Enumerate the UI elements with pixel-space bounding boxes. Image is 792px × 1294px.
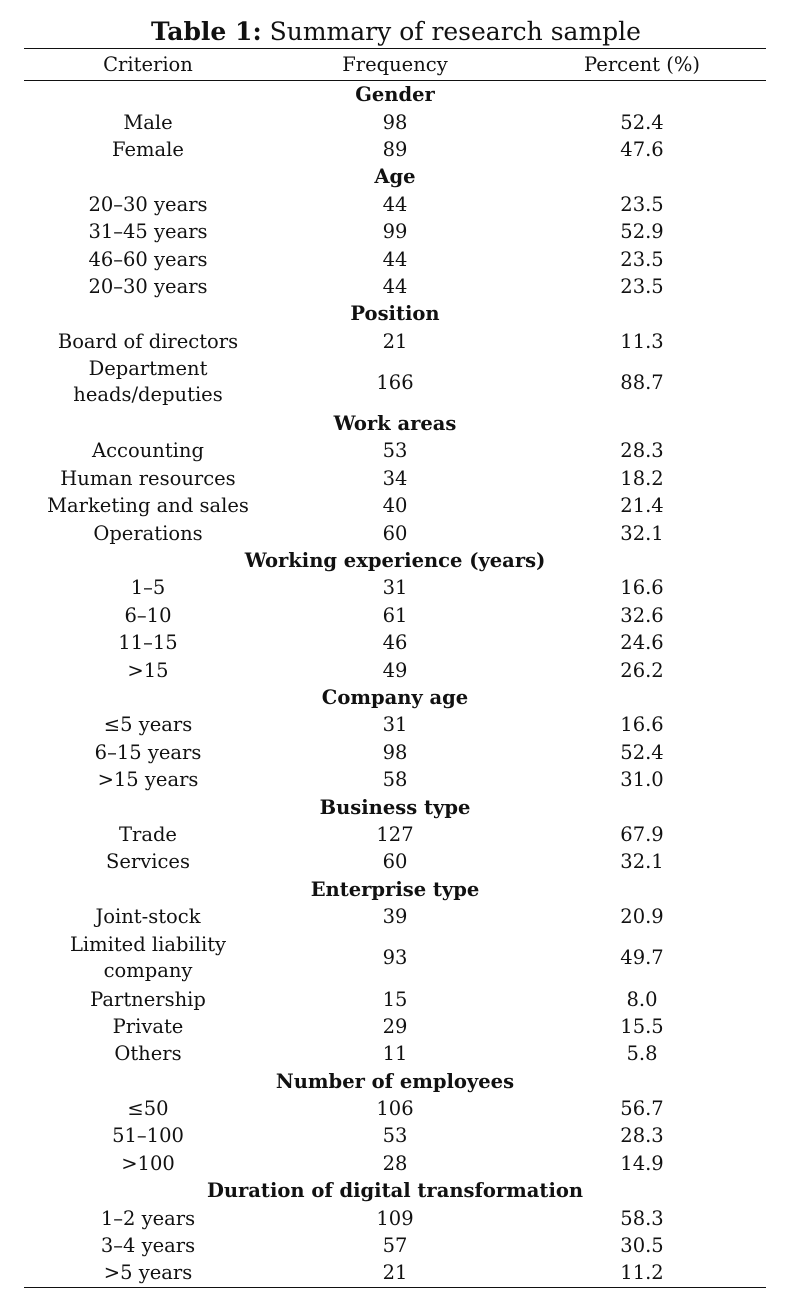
cell-criterion-line: company [103,958,193,982]
table-row [24,218,766,245]
table-body [24,81,766,1288]
cell-percent: 30.5 [620,1234,664,1258]
table-row [24,766,766,793]
table-row [24,930,766,985]
cell-frequency: 99 [382,220,408,244]
group-header-row [24,410,766,437]
group-title: Company age [321,686,469,709]
cell-percent: 32.1 [620,521,664,545]
cell-criterion: >5 years [24,1259,272,1287]
table-row [24,465,766,492]
cell-frequency: 106 [376,1097,414,1121]
cell-criterion: 1–2 years [100,1206,196,1230]
cell-criterion: ≤5 years [103,713,193,737]
cell-criterion: 31–45 years [88,220,208,244]
cell-criterion: Others [114,1042,182,1066]
group-title: Number of employees [275,1069,515,1093]
cell-criterion: ≤50 [127,1097,169,1121]
cell-frequency: 44 [382,247,408,271]
cell-frequency: 46 [382,631,408,655]
cell-percent: 52.4 [620,110,664,134]
research-sample-table [24,48,766,1288]
cell-frequency: 53 [382,439,408,463]
cell-criterion: Male [123,110,173,134]
cell-frequency: 127 [376,822,414,846]
group-header-row [24,81,766,109]
group-title: Enterprise type [310,877,480,901]
table-row [24,273,766,300]
table-row [24,1095,766,1122]
cell-criterion: Partnership [90,987,206,1011]
table-row [24,821,766,848]
cell-criterion: 46–60 years [88,247,208,271]
table-row [24,328,766,355]
cell-percent: 24.6 [620,631,664,655]
header-percent: Percent (%) [518,49,766,81]
cell-frequency: 31 [382,713,408,737]
cell-percent: 26.2 [620,658,664,682]
cell-frequency: 44 [382,192,408,216]
cell-percent: 52.9 [620,220,664,244]
cell-percent: 16.6 [620,713,664,737]
cell-criterion: Female [112,137,184,161]
cell-frequency: 40 [382,494,408,518]
cell-percent: 23.5 [620,274,664,298]
cell-criterion: 6–10 [124,603,172,627]
table-row [24,492,766,519]
cell-percent: 15.5 [620,1014,664,1038]
table-row [24,136,766,163]
table-row [24,1232,766,1259]
cell-percent: 32.1 [620,850,664,874]
cell-frequency: 53 [382,1124,408,1148]
cell-percent: 47.6 [620,137,664,161]
table-row [24,711,766,738]
cell-criterion [24,355,272,410]
cell-percent: 23.5 [620,247,664,271]
cell-frequency: 166 [376,370,414,394]
cell-percent: 11.3 [620,329,664,353]
cell-frequency: 15 [382,987,408,1011]
cell-frequency: 61 [382,603,408,627]
table-row [24,437,766,464]
cell-frequency: 109 [376,1206,414,1230]
cell-frequency: 98 [382,110,408,134]
cell-percent: 49.7 [620,946,664,970]
cell-criterion-line: heads/deputies [73,383,223,407]
cell-percent: 11.2 [518,1259,766,1287]
header-row [24,49,766,81]
cell-percent: 31.0 [620,768,664,792]
table-row [24,108,766,135]
cell-criterion: Operations [93,521,203,545]
group-title: Age [374,165,416,189]
cell-frequency: 57 [382,1234,408,1258]
table-row [24,1013,766,1040]
cell-criterion: Services [106,850,190,874]
cell-criterion-line: Department [88,357,208,381]
cell-frequency: 58 [382,768,408,792]
cell-frequency: 29 [382,1014,408,1038]
table-row [24,191,766,218]
cell-criterion: 1–5 [130,576,166,600]
cell-percent: 23.5 [620,192,664,216]
table-row [24,1259,766,1287]
table-row [24,1040,766,1067]
table-row [24,1150,766,1177]
table-row [24,245,766,272]
table-row [24,848,766,875]
cell-criterion [24,930,272,985]
group-title: Business type [319,795,471,819]
table-row [24,985,766,1012]
table-title: Summary of research sample [269,17,641,46]
group-header-row [24,1177,766,1204]
group-header-row [24,300,766,327]
table-row [24,656,766,683]
cell-criterion: Trade [119,822,177,846]
cell-percent: 5.8 [626,1042,658,1066]
group-header-row [24,163,766,190]
table-number: Table 1: [151,17,262,46]
cell-criterion: >100 [121,1151,175,1175]
cell-percent: 21.4 [620,494,664,518]
cell-frequency: 34 [382,466,408,490]
group-header-row [24,1068,766,1095]
group-title: Position [350,302,440,326]
cell-criterion: 51–100 [112,1124,184,1148]
header-frequency: Frequency [272,49,518,81]
cell-frequency: 21 [382,329,408,353]
group-header-row [24,793,766,820]
cell-percent: 67.9 [620,822,664,846]
cell-percent: 20.9 [620,905,664,929]
cell-criterion: 20–30 years [88,192,208,216]
cell-criterion: Joint-stock [95,905,201,929]
cell-frequency: 11 [382,1042,408,1066]
cell-criterion: >15 [127,658,169,682]
table-row [24,355,766,410]
table-row [24,629,766,656]
cell-percent: 16.6 [620,576,664,600]
table-row [24,519,766,546]
table-row [24,1204,766,1231]
cell-frequency: 31 [382,576,408,600]
cell-frequency: 49 [382,658,408,682]
cell-frequency: 60 [382,850,408,874]
cell-frequency: 93 [382,946,408,970]
cell-percent: 28.3 [620,439,664,463]
cell-criterion: >15 years [97,768,199,792]
cell-criterion: 6–15 years [94,740,202,764]
cell-criterion: Private [112,1014,184,1038]
table-row [24,1122,766,1149]
group-header-row [24,876,766,903]
cell-percent: 56.7 [620,1097,664,1121]
cell-frequency: 44 [382,274,408,298]
cell-percent: 18.2 [620,466,664,490]
table-caption [0,14,792,50]
cell-percent: 14.9 [620,1151,664,1175]
cell-criterion-line: Limited liability [69,932,227,956]
cell-criterion: Board of directors [57,329,239,353]
cell-criterion: 11–15 [118,631,178,655]
group-header-row [24,684,766,711]
group-title: Working experience (years) [244,549,546,573]
cell-frequency: 89 [382,137,408,161]
cell-percent: 8.0 [626,987,658,1011]
cell-percent: 28.3 [620,1124,664,1148]
group-title: Gender [355,83,435,107]
cell-percent: 88.7 [620,370,664,394]
table-row [24,602,766,629]
cell-frequency: 28 [382,1151,408,1175]
cell-criterion: Human resources [60,466,236,490]
cell-criterion: Accounting [92,439,204,463]
group-title: Work areas [333,412,457,436]
cell-frequency: 39 [382,905,408,929]
table-row [24,739,766,766]
cell-frequency: 60 [382,521,408,545]
cell-criterion: 3–4 years [100,1234,196,1258]
group-header-row [24,547,766,574]
cell-frequency: 21 [272,1259,518,1287]
cell-frequency: 98 [382,740,408,764]
cell-percent: 32.6 [620,603,664,627]
cell-percent: 52.4 [620,740,664,764]
header-criterion: Criterion [24,49,272,81]
group-title: Duration of digital transformation [206,1179,584,1203]
cell-criterion: 20–30 years [88,274,208,298]
table-row [24,903,766,930]
table-row [24,574,766,601]
cell-percent: 58.3 [620,1206,664,1230]
cell-criterion: Marketing and sales [47,494,249,518]
